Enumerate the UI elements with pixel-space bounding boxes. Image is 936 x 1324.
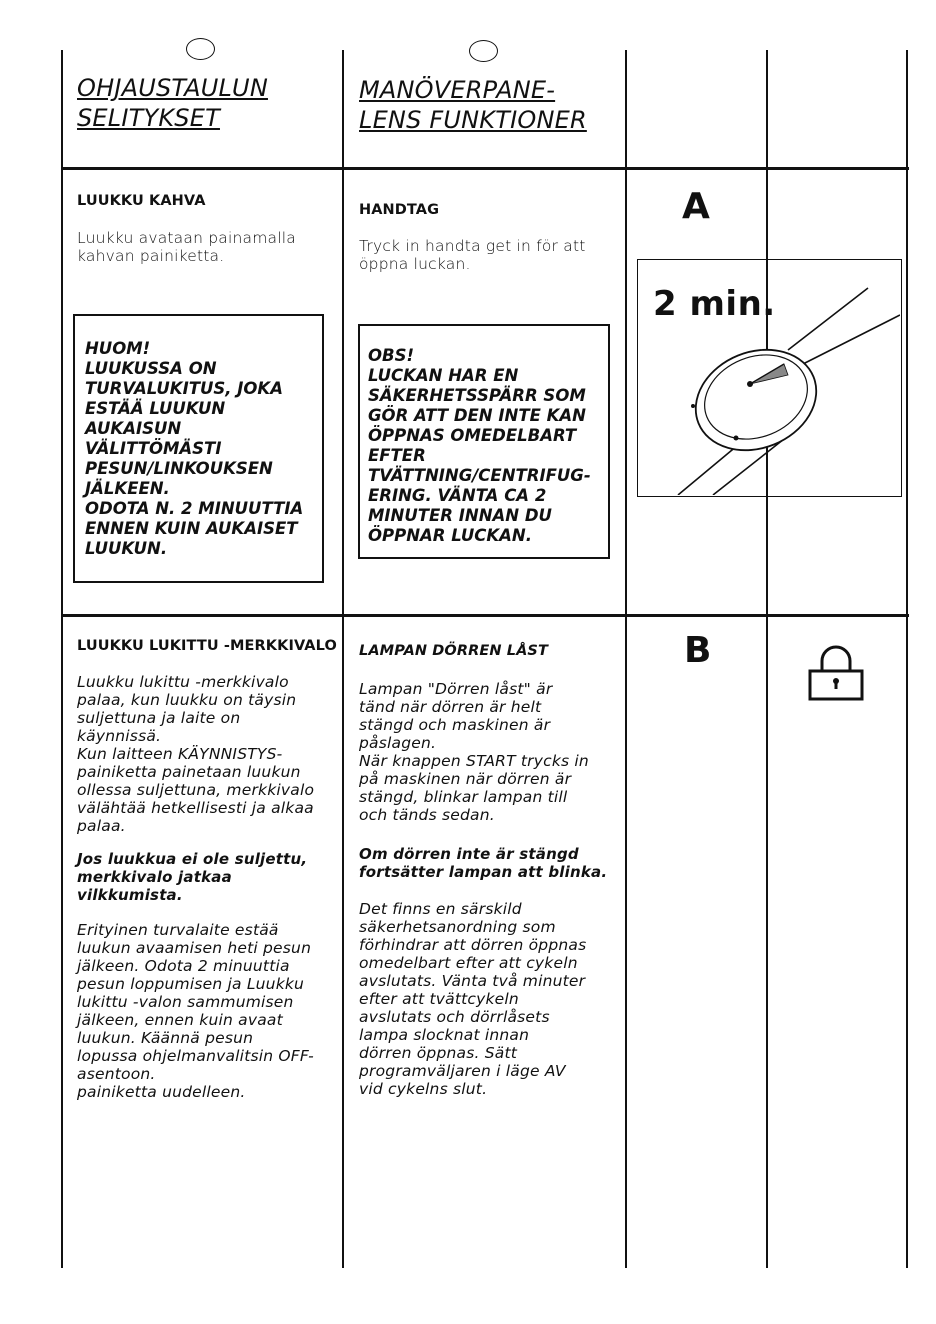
- timer-label: 2 min.: [653, 284, 776, 324]
- text-line: painiketta uudelleen.: [77, 1083, 246, 1101]
- warning-line: EFTER: [368, 446, 426, 465]
- door-locked-warning-sv: [359, 845, 607, 881]
- text-line: programväljaren i läge AV: [359, 1062, 566, 1080]
- text-line: och tänds sedan.: [359, 806, 495, 824]
- warning-line: LUCKAN HAR EN: [368, 366, 519, 385]
- header-title-sv: [359, 75, 587, 135]
- text-line: vilkkumista.: [77, 886, 183, 904]
- text-line: När knappen START trycks in: [359, 752, 589, 770]
- text-line: Tryck in handta get in för att: [359, 237, 586, 255]
- door-handle-text-fi: [77, 229, 296, 265]
- warning-line: LUUKUSSA ON: [85, 359, 217, 378]
- warning-line: ÖPPNAR LUCKAN.: [368, 526, 532, 545]
- warning-line: TVÄTTNING/CENTRIFUG-: [368, 466, 591, 485]
- text-line: asentoon.: [77, 1065, 156, 1083]
- text-line: dörren öppnas. Sätt: [359, 1044, 518, 1062]
- text-line: påslagen.: [359, 734, 437, 752]
- text-line: tänd när dörren är helt: [359, 698, 542, 716]
- text-line: Jos luukkua ei ole suljettu,: [77, 850, 308, 868]
- text-line: fortsätter lampan att blinka.: [359, 863, 608, 881]
- column-divider-1: [61, 50, 63, 1268]
- text-line: Det finns en särskild: [359, 900, 522, 918]
- warning-text-fi: [85, 339, 303, 559]
- text-line: luukun. Käännä pesun: [77, 1029, 254, 1047]
- heading-text: LAMPAN DÖRREN LÅST: [359, 643, 548, 659]
- row-divider-1: [61, 167, 909, 170]
- door-handle-text-sv: [359, 237, 586, 273]
- text-line: pesun loppumisen ja Luukku: [77, 975, 305, 993]
- section-heading-door-handle-fi: LUUKKU KAHVA: [77, 193, 206, 209]
- text-line: Luukku lukittu -merkkivalo: [77, 673, 289, 691]
- text-line: merkkivalo jatkaa: [77, 868, 232, 886]
- section-heading-door-locked-sv: [359, 643, 548, 659]
- text-line: Lampan "Dörren låst" är: [359, 680, 553, 698]
- padlock-icon: [808, 643, 864, 703]
- warning-line: ÖPPNAS OMEDELBART: [368, 426, 577, 445]
- text-line: kahvan painiketta.: [77, 247, 225, 265]
- text-line: ollessa suljettuna, merkkivalo: [77, 781, 315, 799]
- text-line: suljettuna ja laite on: [77, 709, 241, 727]
- door-locked-text-2-sv: [359, 900, 586, 1098]
- text-line: palaa, kun luukku on täysin: [77, 691, 297, 709]
- warning-line: LUUKUN.: [85, 539, 168, 558]
- warning-line: SÄKERHETSSPÄRR SOM: [368, 386, 586, 405]
- column-divider-5: [906, 50, 908, 1268]
- row-divider-2: [61, 614, 909, 617]
- text-line: lampa slocknat innan: [359, 1026, 530, 1044]
- warning-line: ODOTA N. 2 MINUUTTIA: [85, 499, 304, 518]
- text-line: efter att tvättcykeln: [359, 990, 519, 1008]
- warning-line: AUKAISUN: [85, 419, 182, 438]
- warning-line: PESUN/LINKOUKSEN: [85, 459, 273, 478]
- warning-line: OBS!: [368, 346, 415, 365]
- text-line: öppna luckan.: [359, 255, 471, 273]
- door-locked-warning-fi: [77, 850, 307, 904]
- text-line: Kun laitteen KÄYNNISTYS-: [77, 745, 283, 763]
- warning-line: ERING. VÄNTA CA 2: [368, 486, 547, 505]
- header-line: MANÖVERPANE-: [359, 76, 556, 104]
- text-line: painiketta painetaan luukun: [77, 763, 301, 781]
- text-line: avslutats. Vänta två minuter: [359, 972, 586, 990]
- text-line: omedelbart efter att cykeln: [359, 954, 578, 972]
- door-locked-text-1-sv: [359, 680, 589, 824]
- warning-line: GÖR ATT DEN INTE KAN: [368, 406, 586, 425]
- text-line: Luukku avataan painamalla: [77, 229, 296, 247]
- text-line: lukittu -valon sammumisen: [77, 993, 294, 1011]
- warning-line: MINUTER INNAN DU: [368, 506, 552, 525]
- text-line: luukun avaamisen heti pesun: [77, 939, 312, 957]
- section-heading-door-handle-sv: HANDTAG: [359, 202, 440, 218]
- text-line: jälkeen, ennen kuin avaat: [77, 1011, 283, 1029]
- header-line: LENS FUNKTIONER: [359, 106, 587, 134]
- column-divider-4: [766, 50, 768, 1268]
- warning-text-sv: [368, 346, 591, 546]
- door-locked-text-2-fi: [77, 921, 314, 1101]
- section-heading-door-locked-fi: LUUKKU LUKITTU -MERKKIVALO: [77, 638, 337, 654]
- warning-line: ENNEN KUIN AUKAISET: [85, 519, 298, 538]
- text-line: Erityinen turvalaite estää: [77, 921, 279, 939]
- text-line: stängd och maskinen är: [359, 716, 551, 734]
- header-line: SELITYKSET: [77, 104, 220, 132]
- text-line: lopussa ohjelmanvalitsin OFF-: [77, 1047, 314, 1065]
- warning-line: HUOM!: [85, 339, 151, 358]
- warning-line: JÄLKEEN.: [85, 479, 170, 498]
- timer-illustration: [637, 259, 902, 497]
- text-line: stängd, blinkar lampan till: [359, 788, 568, 806]
- text-line: säkerhetsanordning som: [359, 918, 556, 936]
- header-title-fi: [77, 73, 268, 133]
- text-line: Om dörren inte är stängd: [359, 845, 579, 863]
- text-line: vid cykelns slut.: [359, 1080, 488, 1098]
- header-line: OHJAUSTAULUN: [77, 74, 268, 102]
- text-line: käynnissä.: [77, 727, 162, 745]
- text-line: jälkeen. Odota 2 minuuttia: [77, 957, 290, 975]
- language-marker-oval-sv: [469, 40, 498, 62]
- column-divider-2: [342, 50, 344, 1268]
- text-line: avslutats och dörrlåsets: [359, 1008, 550, 1026]
- label-letter-b: B: [684, 630, 712, 671]
- warning-line: TURVALUKITUS, JOKA: [85, 379, 283, 398]
- warning-line: VÄLITTÖMÄSTI: [85, 439, 222, 458]
- warning-line: ESTÄÄ LUUKUN: [85, 399, 226, 418]
- text-line: välähtää hetkellisesti ja alkaa: [77, 799, 314, 817]
- text-line: palaa.: [77, 817, 126, 835]
- column-divider-3: [625, 50, 627, 1268]
- door-locked-text-1-fi: [77, 673, 314, 835]
- text-line: förhindrar att dörren öppnas: [359, 936, 587, 954]
- label-letter-a: A: [682, 186, 710, 227]
- language-marker-oval-fi: [186, 38, 215, 60]
- text-line: på maskinen när dörren är: [359, 770, 572, 788]
